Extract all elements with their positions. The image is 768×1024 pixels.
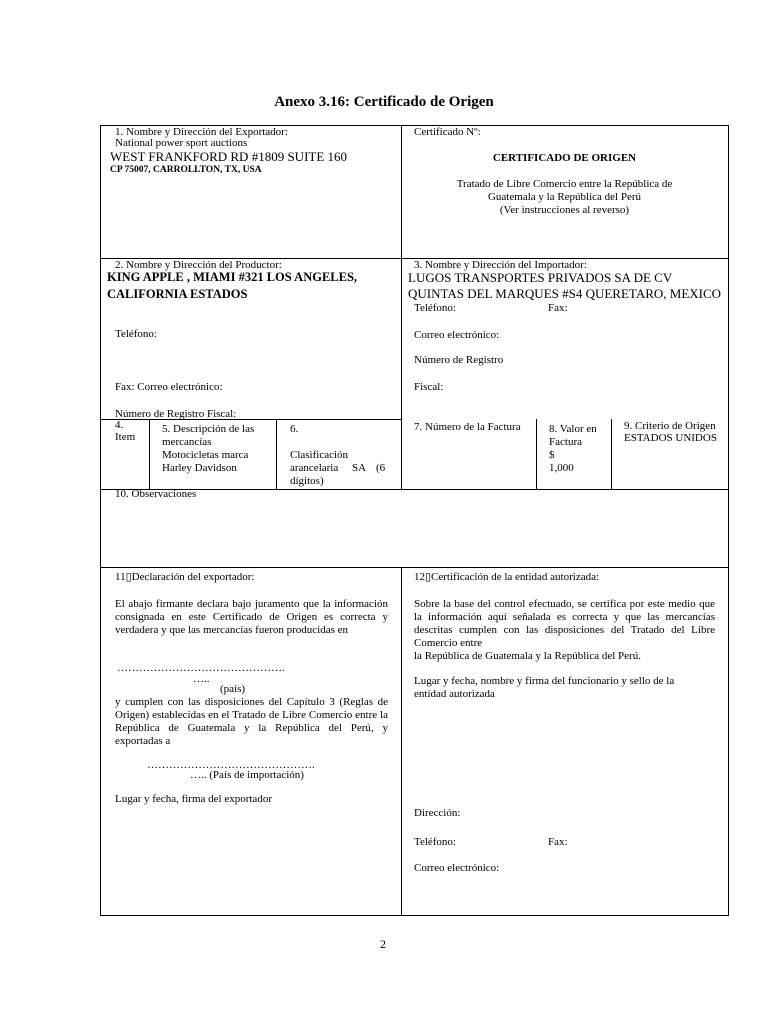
exporter-address: WEST FRANKFORD RD #1809 SUITE 160	[110, 149, 348, 164]
origin-criteria-label: 9. Criterio de Origen	[624, 420, 716, 432]
classification-label-2b: SA	[352, 462, 367, 474]
observations-label: 10. Observaciones	[115, 488, 197, 500]
item-col-divider-3	[536, 419, 537, 489]
authority-signature-text: Lugar y fecha, nombre y firma del funcionario y sello de la entidad autorizada	[414, 675, 675, 700]
classification-label-1: Clasificación	[290, 449, 349, 461]
invoice-value-amount: 1,000	[549, 462, 574, 474]
invoice-value-label-2: Factura	[549, 436, 582, 448]
description-value-1: Motocicletas marca	[162, 449, 249, 461]
exporter-country-label: (país)	[220, 683, 246, 695]
importer-email-label: Correo electrónico:	[414, 329, 500, 341]
item-label: Item	[115, 431, 136, 443]
importer-line-1: LUGOS TRANSPORTES PRIVADOS SA DE CV	[408, 270, 673, 285]
certificate-heading: CERTIFICADO DE ORIGEN	[492, 152, 637, 164]
page-title: Anexo 3.16: Certificado de Origen	[274, 94, 494, 110]
importer-fax-label: Fax:	[548, 302, 568, 314]
item-col-divider-4	[611, 419, 612, 489]
invoice-value-currency: $	[549, 449, 555, 461]
exporter-declaration-label: 11▯Declaración del exportador:	[115, 571, 255, 583]
importer-phone-label: Teléfono:	[414, 302, 456, 314]
origin-criteria-value: ESTADOS UNIDOS	[624, 432, 717, 444]
treaty-line-1: Tratado de Libre Comercio entre la República de	[456, 178, 673, 190]
certificate-number-label: Certificado Nº:	[414, 126, 481, 138]
column-divider-lower	[401, 567, 402, 915]
exporter-name: National power sport auctions	[115, 137, 248, 149]
classification-label-number: 6.	[290, 423, 299, 435]
classification-label-3: dígitos)	[290, 475, 324, 487]
importer-line-2: QUINTAS DEL MARQUES #S4 QUERETARO, MEXICO	[408, 286, 722, 301]
importer-label: 3. Nombre y Dirección del Importador:	[414, 259, 587, 271]
authority-certification-label: 12▯Certificación de la entidad autorizada:	[414, 571, 600, 583]
description-label-1: 5. Descripción de las	[162, 423, 255, 435]
exporter-label: 1. Nombre y Dirección del Exportador:	[115, 126, 288, 138]
exporter-declaration-dots-2: ……………………………………….	[147, 759, 315, 771]
row-divider-4	[100, 567, 729, 568]
authority-certification-paragraph-end: la República de Guatemala y la República del Perú.	[414, 650, 641, 662]
exporter-declaration-dots-1-continued: …..	[193, 673, 210, 685]
exporter-signature-label: Lugar y fecha, firma del exportador	[115, 793, 272, 805]
producer-line-2: CALIFORNIA ESTADOS	[107, 287, 248, 301]
description-label-2: mercancías	[162, 436, 212, 448]
producer-fax-email-label: Fax: Correo electrónico:	[115, 381, 223, 393]
description-value-2: Harley Davidson	[162, 462, 237, 474]
producer-label: 2. Nombre y Dirección del Productor:	[115, 259, 282, 271]
table-border-left	[100, 125, 101, 916]
table-border-bottom	[100, 915, 729, 916]
item-label-number: 4.	[115, 419, 124, 431]
exporter-declaration-dots-1: ……………………………………….	[117, 662, 285, 674]
import-country-label: ….. (País de importación)	[190, 769, 304, 781]
exporter-declaration-paragraph: El abajo firmante declara bajo juramento que la información consignada en este Certificado de Origen es correcta y verdadera y que las mercancías fueron producidas en	[115, 598, 388, 636]
invoice-value-label-1: 8. Valor en	[549, 423, 597, 435]
importer-fiscal-label: Fiscal:	[414, 381, 444, 393]
item-col-divider-2	[276, 419, 277, 489]
producer-line-1: KING APPLE , MIAMI #321 LOS ANGELES,	[107, 270, 358, 284]
classification-label-2c: (6	[376, 462, 386, 474]
classification-label-2a: arancelaria	[290, 462, 339, 474]
exporter-cp: CP 75007, CARROLLTON, TX, USA	[110, 165, 262, 175]
treaty-line-3: (Ver instrucciones al reverso)	[499, 204, 630, 216]
authority-certification-paragraph: Sobre la base del control efectuado, se certifica por este medio que la información aquí señalada es correcta y que las mercancías descritas cumplen con las disposiciones del Tratado del Libre Comercio entre	[414, 598, 715, 649]
page-number: 2	[380, 937, 386, 951]
authority-fax-label: Fax:	[548, 836, 568, 848]
producer-registry-label: Número de Registro Fiscal:	[115, 408, 237, 420]
table-border-right	[728, 125, 729, 916]
item-col-divider-1	[149, 419, 150, 489]
authority-address-label: Dirección:	[414, 807, 461, 819]
producer-phone-label: Teléfono:	[115, 328, 157, 340]
invoice-number-label: 7. Número de la Factura	[414, 421, 521, 433]
authority-email-label: Correo electrónico:	[414, 862, 500, 874]
exporter-declaration-paragraph-2: y cumplen con las disposiciones del Capítulo 3 (Reglas de Origen) establecidas en el Tratado de Libre Comercio entre la República de Guatemala y la República del Perú, y exportadas a	[115, 696, 388, 747]
treaty-line-2: Guatemala y la República del Perú	[487, 191, 642, 203]
authority-phone-label: Teléfono:	[414, 836, 456, 848]
importer-registry-label: Número de Registro	[414, 354, 504, 366]
